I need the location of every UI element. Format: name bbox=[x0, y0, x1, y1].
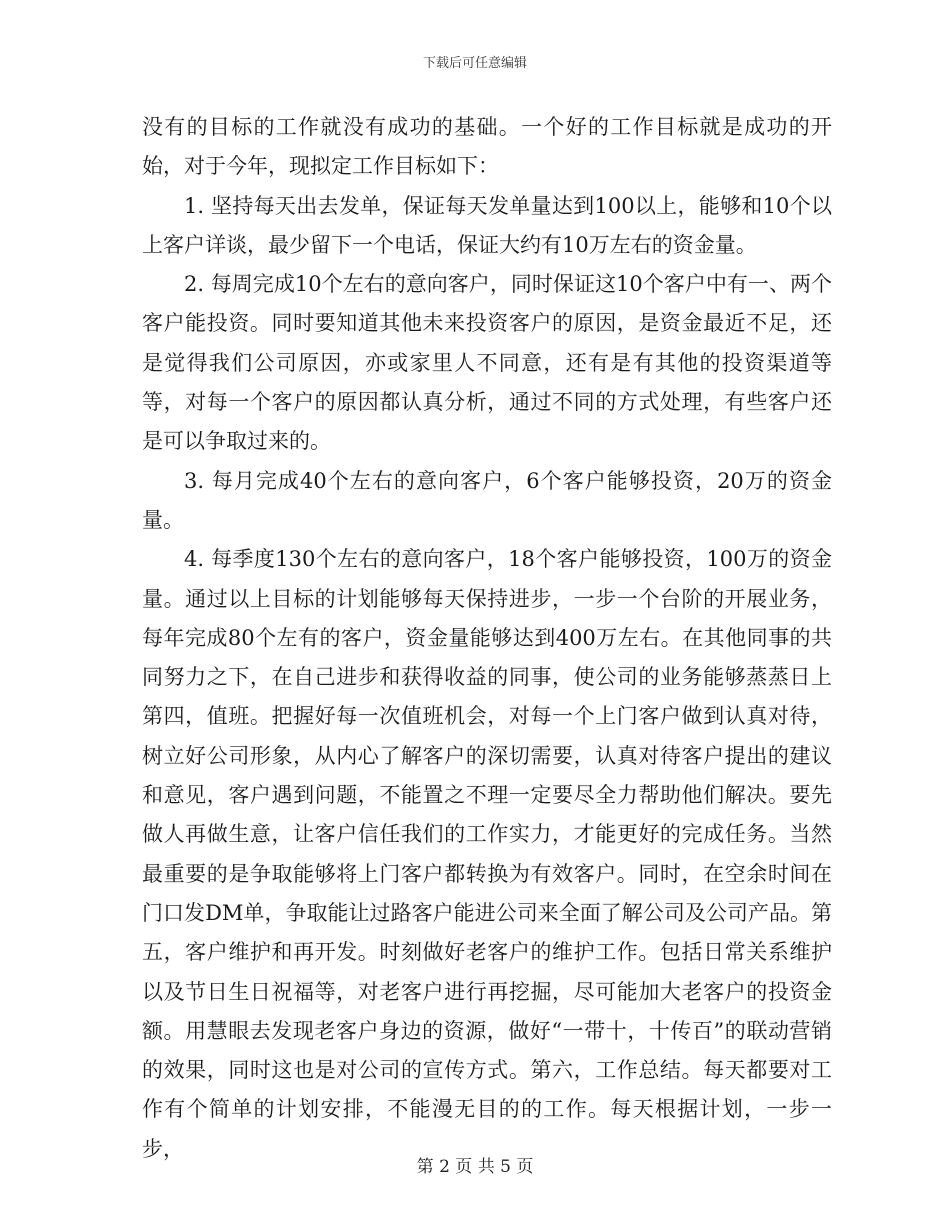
paragraph-goal-2: 2. 每周完成10个左右的意向客户，同时保证这10个客户中有一、两个客户能投资。同时要知道其他未来投资客户的原因，是资金最近不足，还是觉得我们公司原因，亦或家里人不同意，还有是有其他的投资渠道等等，对每一个客户的原因都认真分析，通过不同的方式处理，有些客户还是可以争取过来的。 bbox=[142, 272, 832, 454]
page-header: 下载后可任意编辑 bbox=[422, 56, 527, 71]
paragraph-intro: 没有的目标的工作就没有成功的基础。一个好的工作目标就是成功的开始，对于今年，现拟定工作目标如下： bbox=[142, 115, 832, 179]
page-footer: 第 2 页 共 5 页 bbox=[416, 1157, 534, 1177]
document-body bbox=[142, 108, 832, 1169]
paragraph-goal-3: 3. 每月完成40个左右的意向客户，6个客户能够投资，20万的资金量。 bbox=[142, 468, 832, 532]
paragraph-goal-4: 4. 每季度130个左右的意向客户，18个客户能够投资，100万的资金量。通过以上目标的计划能够每天保持进步，一步一个台阶的开展业务，每年完成80个左有的客户，资金量能够达到400万左右。在其他同事的共同努力之下，在自己进步和获得收益的同事，使公司的业务能够蒸蒸日上第四，值班。把握好每一次值班机会，对每一个上门客户做到认真对待，树立好公司形象，从内心了解客户的深切需要，认真对待客户提出的建议和意见，客户遇到问题，不能置之不理一定要尽全力帮助他们解决。要先做人再做生意，让客户信任我们的工作实力，才能更好的完成任务。当然最重要的是争取能够将上门客户都转换为有效客户。同时，在空余时间在门口发DM单，争取能让过路客户能进公司来全面了解公司及公司产品。第五，客户维护和再开发。时刻做好老客户的维护工作。包括日常关系维护以及节日生日祝福等，对老客户进行再挖掘，尽可能加大老客户的投资金额。用慧眼去发现老客户身边的资源，做好“一带十，十传百”的联动营销的效果，同时这也是对公司的宣传方式。第六，工作总结。每天都要对工作有个简单的计划安排，不能漫无目的的工作。每天根据计划，一步一步， bbox=[142, 547, 832, 1161]
paragraph-goal-1: 1. 坚持每天出去发单，保证每天发单量达到100以上，能够和10个以上客户详谈，最少留下一个电话，保证大约有10万左右的资金量。 bbox=[142, 193, 832, 257]
